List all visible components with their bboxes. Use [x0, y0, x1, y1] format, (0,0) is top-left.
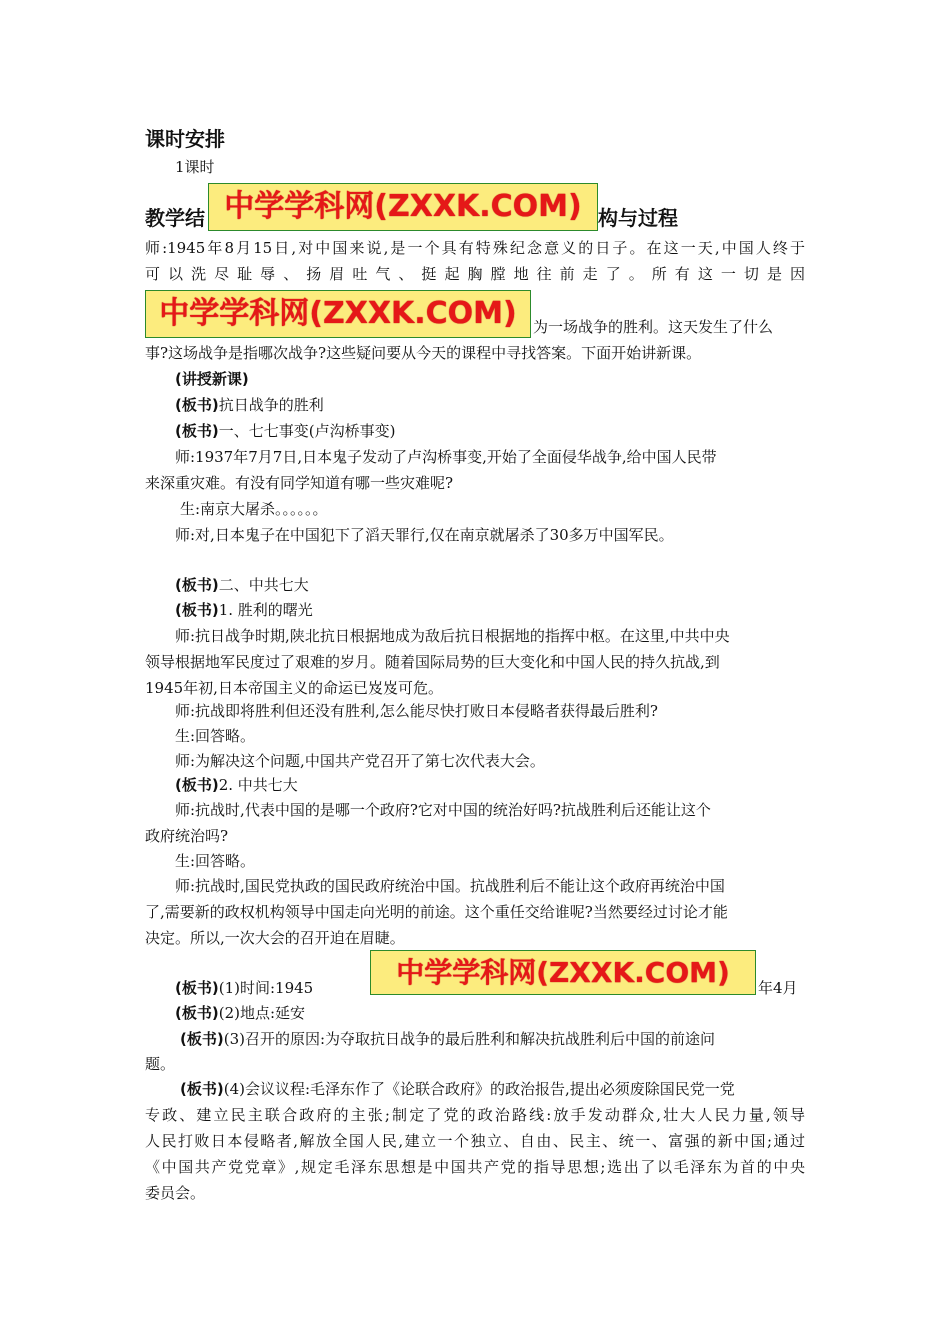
board-tag: (板书)	[175, 776, 219, 794]
paragraph-line: 了,需要新的政权机构领导中国走向光明的前途。这个重任交给谁呢?当然要经过讨论才能	[145, 903, 728, 921]
board-text: 2. 中共七大	[218, 776, 298, 794]
tag-lecture: (讲授新课)	[175, 370, 249, 388]
board-item	[180, 1078, 735, 1100]
paragraph-line: 政府统治吗?	[145, 827, 229, 845]
board-item	[175, 977, 313, 999]
board-tag: (板书)	[180, 1030, 224, 1048]
board-item	[175, 599, 313, 621]
board-text: 年4月	[758, 979, 798, 997]
board-text: 抗日战争的胜利	[218, 396, 324, 414]
paragraph-line: 《中国共产党党章》,规定毛泽东思想是中国共产党的指导思想;选出了以毛泽东为首的中央	[145, 1158, 805, 1176]
watermark-logo: 中学学科网(ZXXK.COM)	[145, 290, 531, 338]
schedule-value: 1课时	[175, 158, 215, 176]
student-reply: 生:南京大屠杀。。。。。。	[180, 500, 328, 518]
teacher-line: 师:对,日本鬼子在中国犯下了滔天罪行,仅在南京就屠杀了30多万中国军民。	[175, 526, 674, 544]
paragraph-line: 师:抗战时,国民党执政的国民政府统治中国。抗战胜利后不能让这个政府再统治中国	[175, 877, 725, 895]
intro-line-2: 可以洗尽耻辱、扬眉吐气、挺起胸膛地往前走了。所有这一切是因	[145, 265, 805, 283]
board-tag: (板书)	[175, 422, 219, 440]
board-item	[175, 774, 298, 796]
paragraph-line: 领导根据地军民度过了艰难的岁月。随着国际局势的巨大变化和中国人民的持久抗战,到	[145, 653, 720, 671]
board-item	[175, 420, 395, 442]
board-tag: (板书)	[175, 1004, 219, 1022]
board-text: 1. 胜利的曙光	[218, 601, 313, 619]
student-reply: 生:回答略。	[175, 727, 256, 745]
board-tag: (板书)	[175, 396, 219, 414]
board-item	[180, 1028, 715, 1050]
paragraph-line: 1945年初,日本帝国主义的命运已岌岌可危。	[145, 679, 443, 697]
paragraph-line: 师:抗战时,代表中国的是哪一个政府?它对中国的统治好吗?抗战胜利后还能让这个	[175, 801, 711, 819]
student-reply: 生:回答略。	[175, 852, 256, 870]
paragraph-line: 决定。所以,一次大会的召开迫在眉睫。	[145, 929, 405, 947]
watermark-logo: 中学学科网(ZXXK.COM)	[370, 950, 756, 995]
board-tag: (板书)	[175, 576, 219, 594]
teacher-line: 师:抗战即将胜利但还没有胜利,怎么能尽快打败日本侵略者获得最后胜利?	[175, 702, 658, 720]
board-text: (2)地点:延安	[218, 1004, 306, 1022]
paragraph-line: 题。	[145, 1055, 176, 1073]
heading-structure-part2: 构与过程	[598, 206, 678, 230]
intro-line-1: 师:1945年8月15日,对中国来说,是一个具有特殊纪念意义的日子。在这一天,中国人终于	[145, 239, 805, 257]
board-tag: (板书)	[180, 1080, 224, 1098]
intro-line-3: 为一场战争的胜利。这天发生了什么	[533, 318, 774, 336]
board-text: 二、中共七大	[218, 576, 309, 594]
board-tag: (板书)	[175, 601, 219, 619]
board-item	[175, 1002, 305, 1024]
board-item	[175, 394, 324, 416]
board-text: 一、七七事变(卢沟桥事变)	[218, 422, 396, 440]
paragraph-line: 人民打败日本侵略者,解放全国人民,建立一个独立、自由、民主、统一、富强的新中国;通过	[145, 1132, 805, 1150]
heading-schedule: 课时安排	[145, 127, 225, 151]
board-text: (4)会议议程:毛泽东作了《论联合政府》的政治报告,提出必须废除国民党一党	[223, 1080, 735, 1098]
board-text: (3)召开的原因:为夺取抗日战争的最后胜利和解决抗战胜利后中国的前途问	[223, 1030, 716, 1048]
paragraph-line: 师:1937年7月7日,日本鬼子发动了卢沟桥事变,开始了全面侵华战争,给中国人民带	[175, 448, 717, 466]
paragraph-line: 专政、建立民主联合政府的主张;制定了党的政治路线:放手发动群众,壮大人民力量,领导	[145, 1106, 805, 1124]
board-item	[175, 574, 309, 596]
intro-line-4: 事?这场战争是指哪次战争?这些疑问要从今天的课程中寻找答案。下面开始讲新课。	[145, 344, 702, 362]
board-tag: (板书)	[175, 979, 219, 997]
paragraph-line: 师:抗日战争时期,陕北抗日根据地成为敌后抗日根据地的指挥中枢。在这里,中共中央	[175, 627, 730, 645]
board-text: (1)时间:1945	[218, 979, 314, 997]
paragraph-line: 来深重灾难。有没有同学知道有哪一些灾难呢?	[145, 474, 454, 492]
watermark-logo: 中学学科网(ZXXK.COM)	[208, 183, 598, 231]
paragraph-line: 委员会。	[145, 1184, 206, 1202]
teacher-line: 师:为解决这个问题,中国共产党召开了第七次代表大会。	[175, 752, 545, 770]
heading-structure-part1: 教学结	[145, 206, 205, 230]
